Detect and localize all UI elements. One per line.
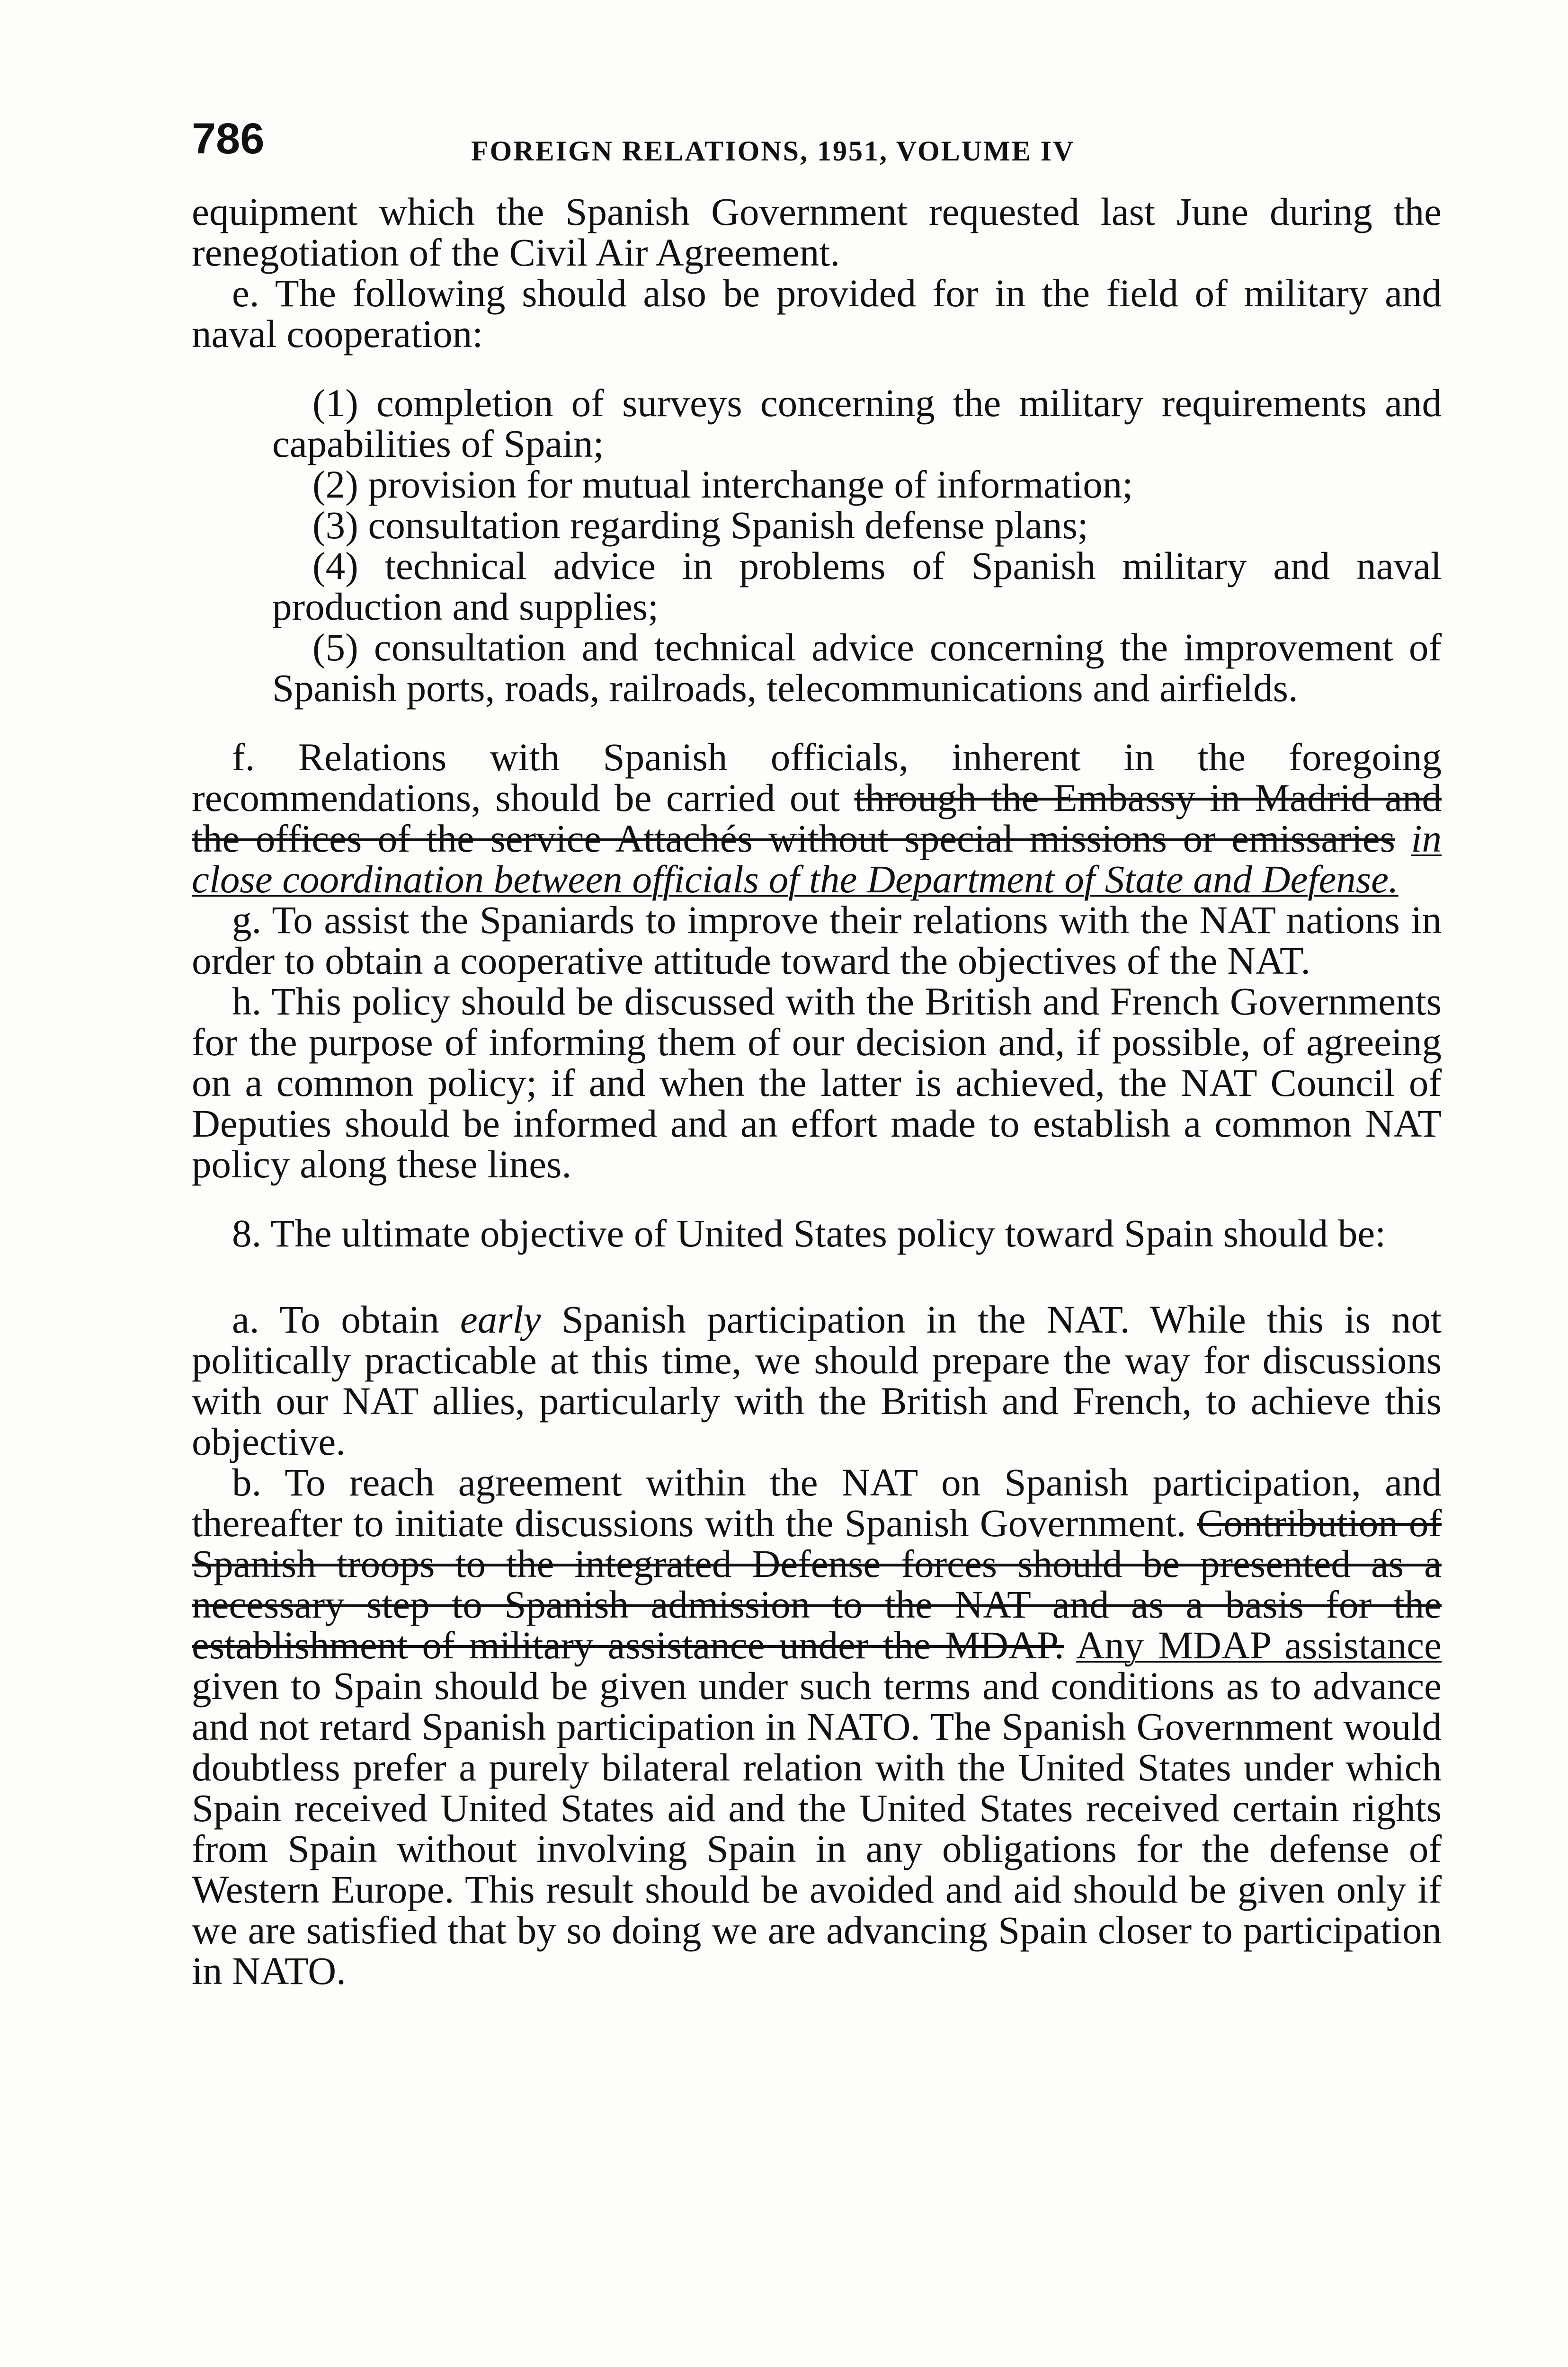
paragraph-8a-post: Spanish participation in the NAT. While this is not politically practicable at this time, we should prepare the way for discussions with our NAT allies, particularly with the British and French, to achieve this objective. — [192, 1298, 1442, 1463]
running-title: FOREIGN RELATIONS, 1951, VOLUME IV — [471, 135, 1075, 167]
list-item: (2) provision for mutual interchange of information; — [312, 463, 1133, 506]
paragraph-8b — [192, 1462, 1442, 1991]
underlined-text: Any MDAP assistance — [1076, 1623, 1442, 1667]
document-page — [192, 115, 1442, 1993]
paragraph-e: e. The following should also be provided for in the field of military and naval cooperation: — [192, 271, 1442, 356]
paragraph-8a — [192, 1299, 1442, 1462]
emphasis-early: early — [460, 1298, 541, 1341]
paragraph-f — [192, 737, 1442, 899]
running-head — [192, 115, 1442, 175]
list-item: (5) consultation and technical advice concerning the improvement of Spanish ports, roads, railroads, telecommunications and airfields. — [272, 625, 1442, 710]
paragraph-g: g. To assist the Spaniards to improve their relations with the NAT nations in order to obtain a cooperative attitude toward the objectives of the NAT. — [192, 898, 1442, 982]
cooperation-list — [192, 383, 1442, 708]
paragraph-f-lead: f. Relations with Spanish officials, inherent in the foregoing recommendations, should be carried out — [192, 735, 1442, 819]
list-item: (3) consultation regarding Spanish defense plans; — [312, 503, 1088, 547]
paragraph-8b-lead: b. To reach agreement within the NAT on Spanish participation, and thereafter to initiate discussions with the Spanish Government. — [192, 1460, 1442, 1545]
page-number: 786 — [192, 115, 265, 163]
struck-text: Contribution of Spanish troops to the integrated Defense forces should be presented as a necessary step to Spanish admission to the NAT and as a basis for the establishment of military assistance under the MDAP. — [192, 1501, 1442, 1667]
paragraph-8a-pre: a. To obtain — [232, 1298, 460, 1341]
paragraph-continuation: equipment which the Spanish Government requested last June during the renegotiation of the Civil Air Agreement. — [192, 190, 1442, 274]
list-item: (4) technical advice in problems of Spanish military and naval production and supplies; — [272, 544, 1442, 628]
inserted-text: in close coordination between officials of the Department of State and Defense. — [192, 817, 1442, 901]
paragraph-8b-rest: given to Spain should be given under such terms and conditions as to advance and not retard Spanish participation in NATO. The Spanish Government would doubtless prefer a purely bilateral relation with the United States under which Spain received United States aid and the United States received certain rights from Spain without involving Spain in any obligations for the defense of Western Europe. This result should be avoided and aid should be given only if we are satisfied that by so doing we are advancing Spain closer to participation in NATO. — [192, 1664, 1442, 1993]
paragraph-8: 8. The ultimate objective of United States policy toward Spain should be: — [232, 1211, 1386, 1255]
list-item: (1) completion of surveys concerning the military requirements and capabilities of Spain; — [272, 381, 1442, 465]
struck-text: through the Embassy in Madrid and the offices of the service Attachés without special missions or emissaries — [192, 776, 1442, 860]
paragraph-h: h. This policy should be discussed with the British and French Governments for the purpose of informing them of our decision and, if possible, of agreeing on a common policy; if and when the latter is achieved, the NAT Council of Deputies should be informed and an effort made to establish a common NAT policy along these lines. — [192, 979, 1442, 1186]
